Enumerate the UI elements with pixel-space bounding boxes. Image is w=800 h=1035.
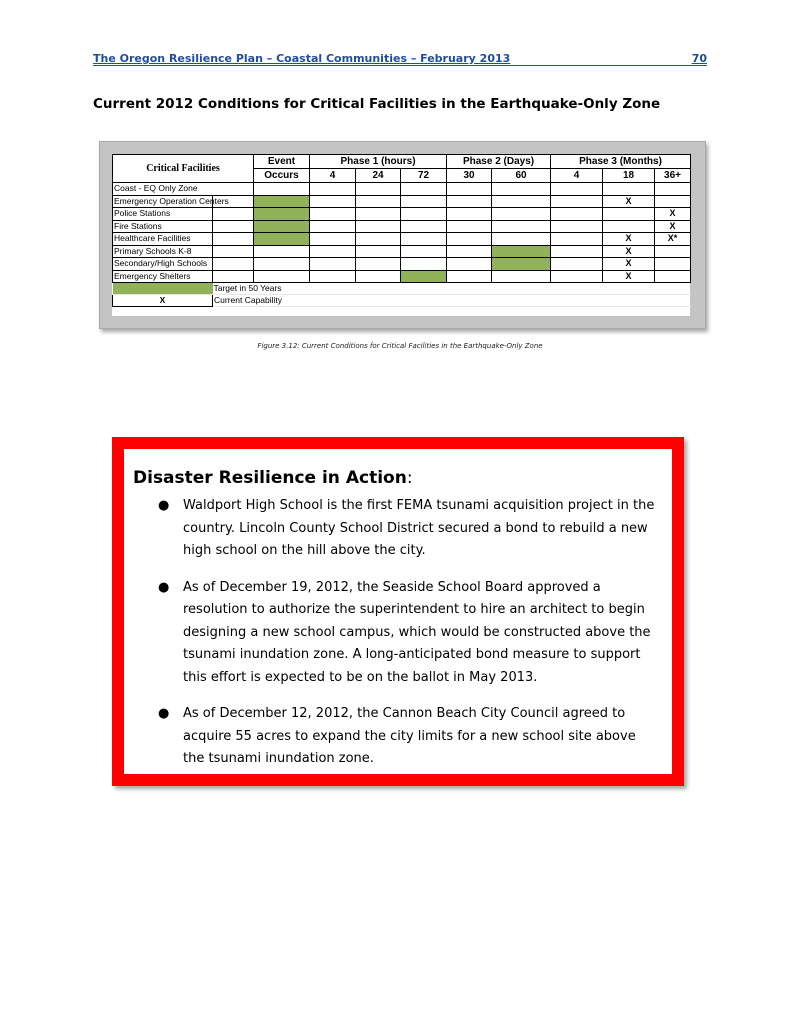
target-cell — [254, 220, 310, 233]
callout-bullet-list — [142, 495, 658, 785]
status-cell — [254, 258, 310, 271]
table-row — [113, 220, 691, 233]
status-cell — [551, 270, 603, 283]
status-cell — [356, 270, 401, 283]
table-row — [113, 270, 691, 283]
legend-filler — [401, 283, 447, 295]
capability-mark: X — [655, 208, 691, 221]
figure-frame — [99, 141, 706, 329]
event-subheader: Occurs — [254, 169, 310, 183]
status-cell — [447, 233, 492, 246]
facility-label: Emergency Operation Centers — [114, 195, 229, 206]
time-label: 72 — [401, 169, 447, 183]
status-cell — [492, 233, 551, 246]
target-cell — [254, 233, 310, 246]
legend-filler — [401, 295, 447, 307]
status-cell — [254, 270, 310, 283]
page-number: 70 — [691, 52, 707, 65]
legend-filler — [310, 283, 356, 295]
status-cell — [447, 195, 492, 208]
legend-filler — [310, 295, 356, 307]
status-cell — [310, 233, 356, 246]
list-item-text: As of December 12, 2012, the Cannon Beach City Council agreed to acquire 55 acres to expand the city limits for a new school site above the tsunami inundation zone. — [183, 706, 636, 766]
status-cell — [551, 195, 603, 208]
facility-label-spacer — [213, 270, 254, 283]
legend-filler — [356, 295, 401, 307]
status-cell — [655, 245, 691, 258]
legend-filler — [447, 295, 492, 307]
table-row — [113, 195, 691, 208]
status-cell — [603, 220, 655, 233]
status-cell — [655, 270, 691, 283]
figure-caption: Figure 3.12: Current Conditions for Critical Facilities in the Earthquake-Only Zone — [257, 342, 543, 350]
status-cell — [551, 245, 603, 258]
status-cell — [492, 270, 551, 283]
time-label: 18 — [603, 169, 655, 183]
page-header — [93, 48, 707, 66]
target-cell — [254, 195, 310, 208]
table-row — [113, 258, 691, 271]
capability-mark: X — [603, 258, 655, 271]
table-corner-title: Critical Facilities — [113, 155, 254, 183]
target-cell — [492, 245, 551, 258]
status-cell — [551, 208, 603, 221]
zone-label: Coast - EQ Only Zone — [113, 183, 254, 196]
legend-current-label: Current Capability — [213, 295, 310, 307]
status-cell — [551, 220, 603, 233]
facility-label-spacer — [213, 233, 254, 246]
status-cell — [551, 233, 603, 246]
facility-label: Secondary/High Schools — [113, 258, 213, 271]
status-cell — [401, 258, 447, 271]
time-label: 30 — [447, 169, 492, 183]
facility-label-spacer — [213, 258, 254, 271]
status-cell — [603, 208, 655, 221]
section-title: Current 2012 Conditions for Critical Facilities in the Earthquake-Only Zone — [93, 96, 661, 112]
table-row — [113, 233, 691, 246]
list-item-text: As of December 19, 2012, the Seaside School Board approved a resolution to authorize the superintendent to hire an architect to begin designing a new school campus, which would be constructed above the tsunami inundation zone. A long-anticipated bond measure to support this effort is expected to be on the ballot in May 2013. — [183, 579, 651, 685]
status-cell — [655, 195, 691, 208]
phase1-header: Phase 1 (hours) — [310, 155, 447, 169]
legend-filler — [447, 283, 492, 295]
phase3-header: Phase 3 (Months) — [551, 155, 691, 169]
status-cell — [492, 220, 551, 233]
list-item — [142, 577, 658, 690]
capability-mark: X* — [655, 233, 691, 246]
facility-label: Fire Stations — [113, 220, 213, 233]
legend-filler — [655, 295, 691, 307]
legend-filler — [551, 283, 603, 295]
status-cell — [356, 245, 401, 258]
status-cell — [310, 258, 356, 271]
time-label: 36+ — [655, 169, 691, 183]
capability-mark: X — [603, 245, 655, 258]
legend-current-symbol: X — [113, 295, 213, 307]
status-cell — [401, 233, 447, 246]
status-cell — [356, 233, 401, 246]
status-cell — [310, 245, 356, 258]
target-cell — [401, 270, 447, 283]
status-cell — [492, 208, 551, 221]
time-label: 4 — [551, 169, 603, 183]
legend-filler — [356, 283, 401, 295]
document-title: The Oregon Resilience Plan – Coastal Communities – February 2013 — [93, 52, 511, 65]
table-row — [113, 208, 691, 221]
list-item — [142, 703, 658, 771]
legend-target-label: Target in 50 Years — [213, 283, 310, 295]
legend-target-swatch — [113, 283, 213, 295]
bullet-icon: ● — [158, 706, 170, 721]
bullet-icon: ● — [158, 498, 170, 513]
callout-title — [133, 468, 413, 488]
legend-filler — [492, 295, 551, 307]
legend-row — [113, 283, 691, 295]
facility-label: Primary Schools K-8 — [113, 245, 213, 258]
facility-label-spacer — [213, 245, 254, 258]
callout-title-colon: : — [406, 468, 413, 488]
status-cell — [310, 195, 356, 208]
legend-filler — [551, 295, 603, 307]
disaster-resilience-callout — [112, 437, 684, 786]
status-cell — [401, 195, 447, 208]
capability-mark: X — [603, 233, 655, 246]
event-header: Event — [254, 155, 310, 169]
status-cell — [310, 208, 356, 221]
facility-label: Police Stations — [113, 208, 213, 221]
status-cell — [401, 208, 447, 221]
status-cell — [447, 220, 492, 233]
facility-label-spacer — [213, 208, 254, 221]
status-cell — [447, 258, 492, 271]
capability-mark: X — [655, 220, 691, 233]
status-cell — [447, 208, 492, 221]
status-cell — [356, 258, 401, 271]
status-cell — [356, 208, 401, 221]
status-cell — [492, 195, 551, 208]
critical-facilities-table — [112, 154, 691, 307]
time-label: 24 — [356, 169, 401, 183]
list-item-text: Waldport High School is the first FEMA tsunami acquisition project in the country. Lincoln County School District secured a bond to rebuild a new high school on the hill above the city. — [183, 498, 655, 558]
legend-filler — [492, 283, 551, 295]
time-label: 60 — [492, 169, 551, 183]
capability-mark: X — [603, 195, 655, 208]
legend-filler — [603, 283, 655, 295]
status-cell — [447, 270, 492, 283]
time-label: 4 — [310, 169, 356, 183]
target-cell — [254, 208, 310, 221]
status-cell — [310, 220, 356, 233]
capability-mark: X — [603, 270, 655, 283]
target-cell — [492, 258, 551, 271]
legend-filler — [603, 295, 655, 307]
list-item — [142, 495, 658, 563]
status-cell — [655, 258, 691, 271]
facility-label-spacer — [213, 220, 254, 233]
facility-label: Healthcare Facilities — [113, 233, 213, 246]
callout-title-text: Disaster Resilience in Action — [133, 468, 407, 488]
facility-label: Emergency Shelters — [113, 270, 213, 283]
phase2-header: Phase 2 (Days) — [447, 155, 551, 169]
status-cell — [310, 270, 356, 283]
bullet-icon: ● — [158, 579, 170, 595]
status-cell — [401, 220, 447, 233]
status-cell — [356, 195, 401, 208]
status-cell — [401, 245, 447, 258]
legend-row — [113, 295, 691, 307]
status-cell — [356, 220, 401, 233]
legend-filler — [655, 283, 691, 295]
table-row — [113, 245, 691, 258]
status-cell — [551, 258, 603, 271]
figure-canvas — [112, 154, 690, 316]
status-cell — [254, 245, 310, 258]
status-cell — [447, 245, 492, 258]
